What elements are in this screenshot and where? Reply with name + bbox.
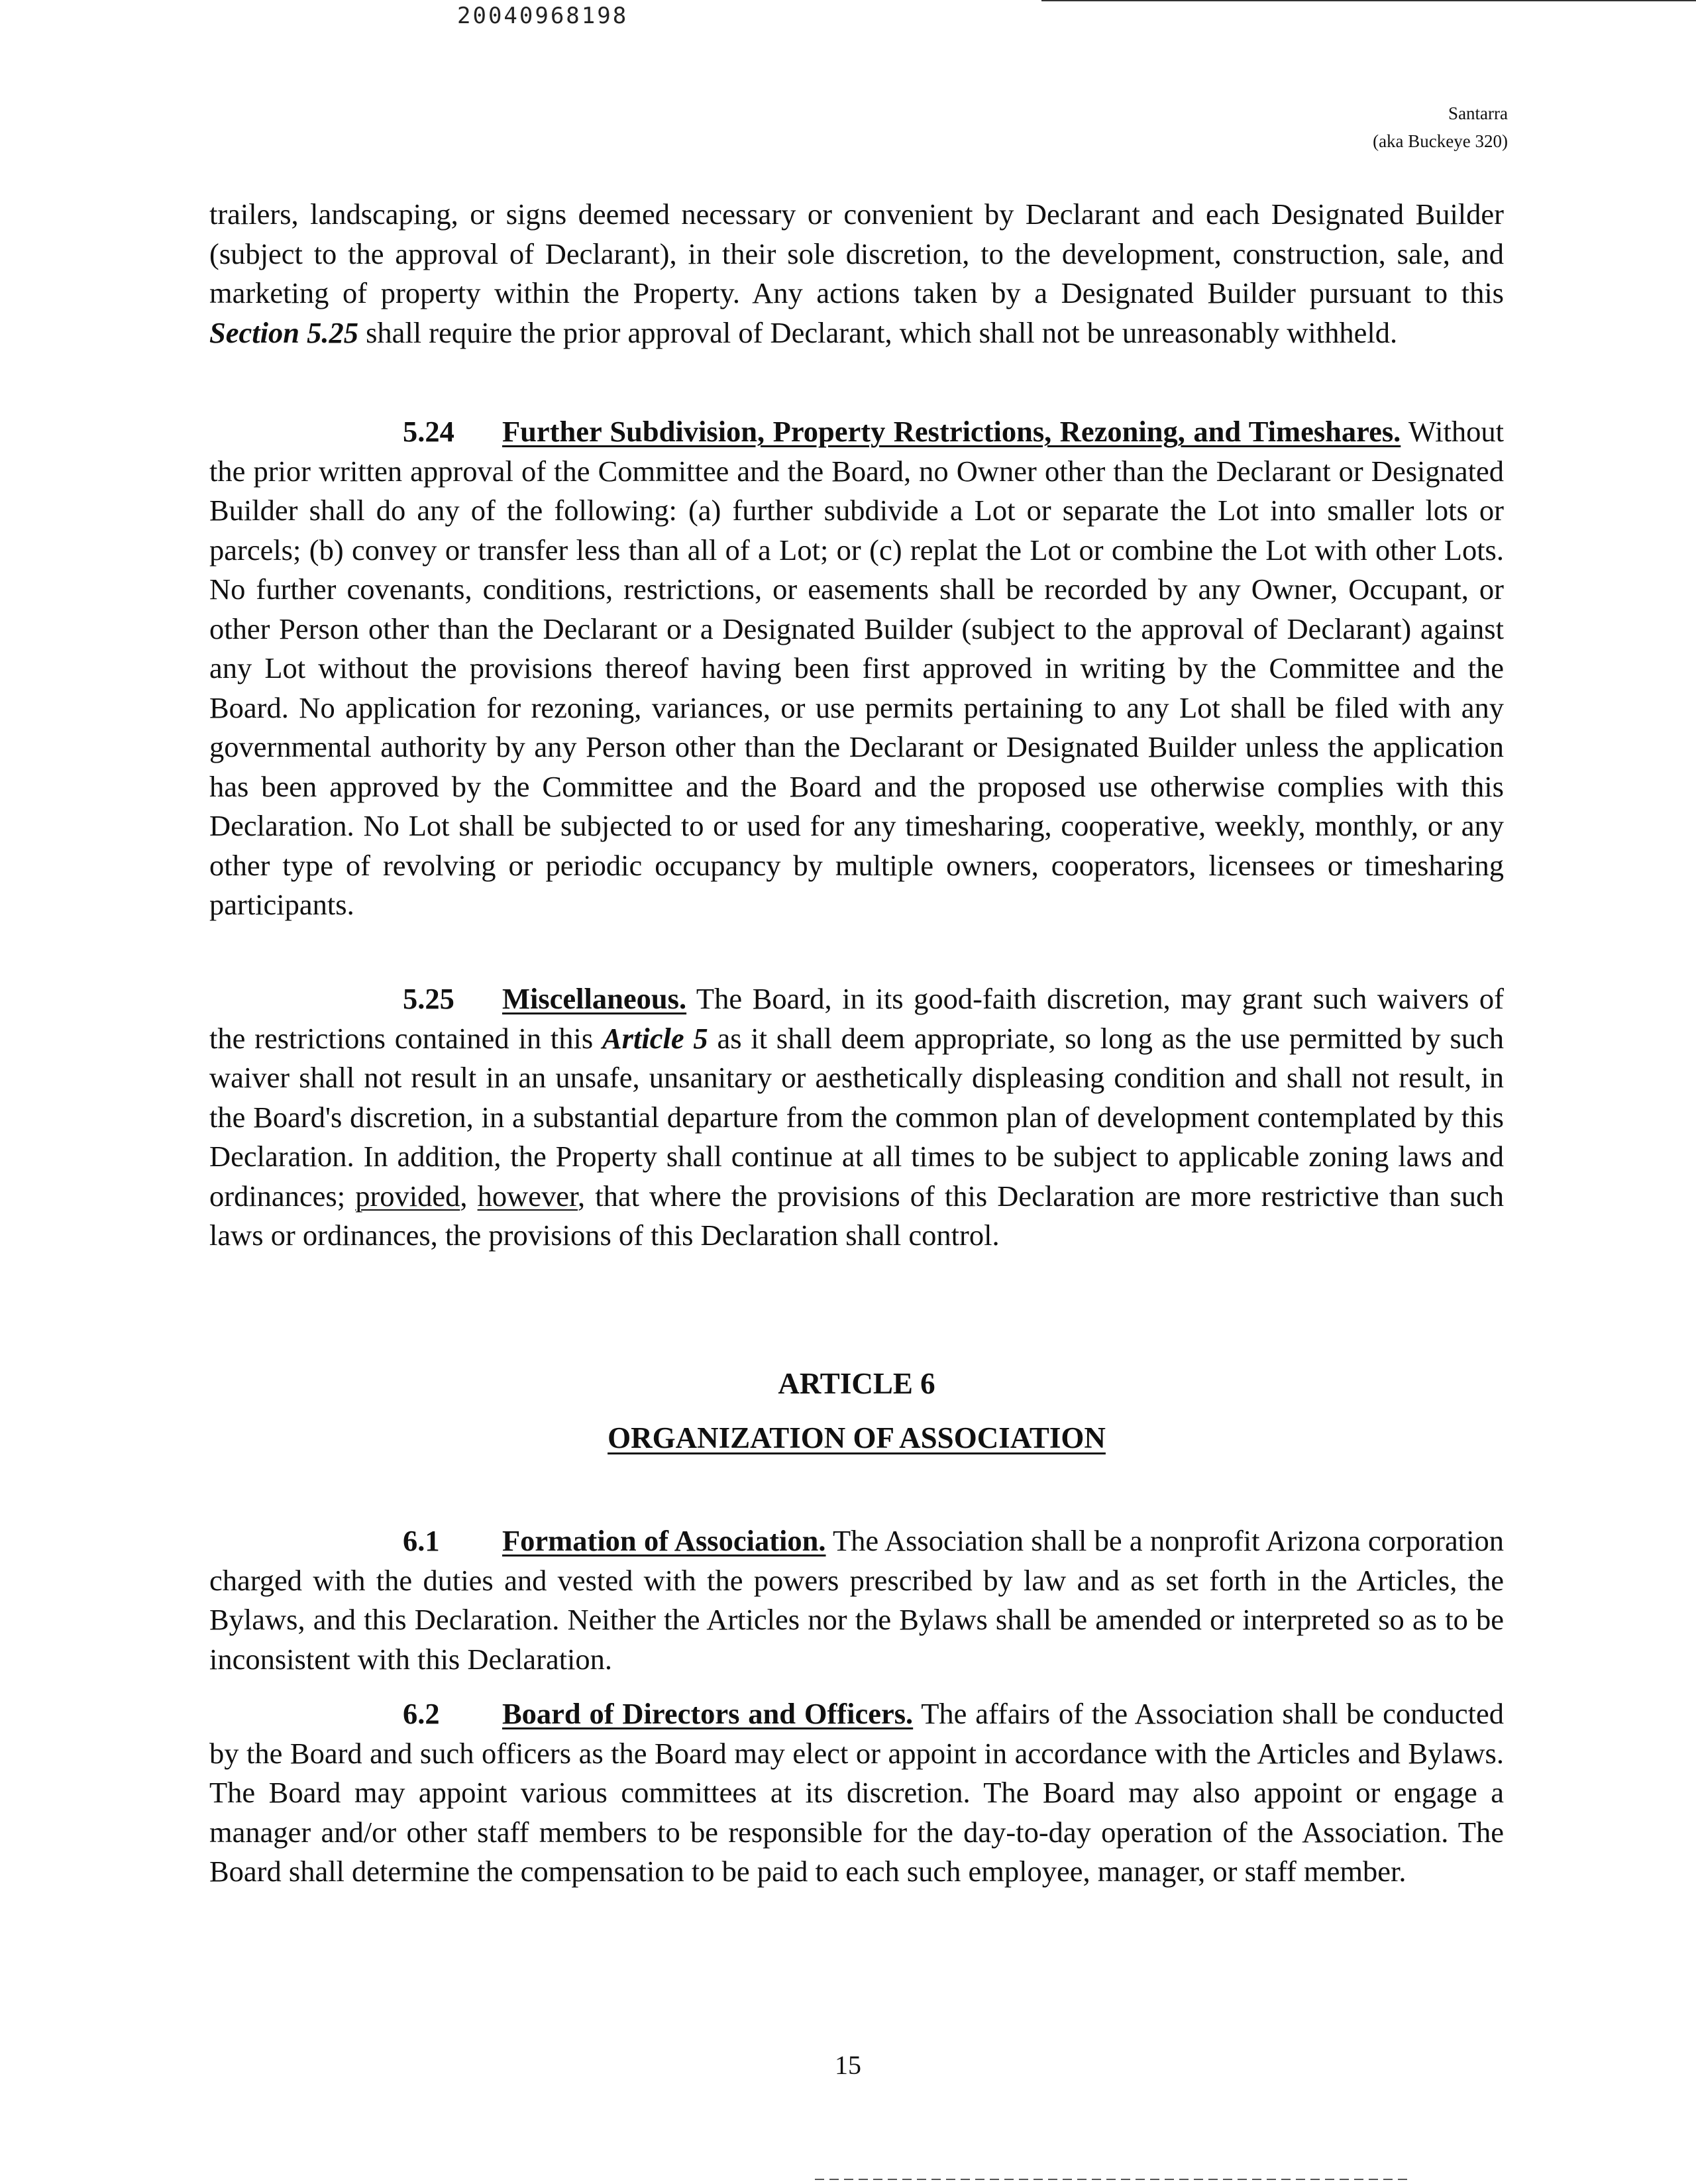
article-label: ARTICLE 6: [778, 1367, 935, 1400]
article-reference: Article 5: [602, 1021, 708, 1055]
section-6-1-number: 6.1: [403, 1524, 440, 1557]
article-title: ORGANIZATION OF ASSOCIATION: [608, 1421, 1106, 1454]
comma-separator: ,: [460, 1179, 478, 1213]
top-rule: [1041, 0, 1696, 1]
document-number: 20040968198: [457, 3, 629, 29]
provided-term: provided: [355, 1179, 460, 1213]
header-aka: (aka Buckeye 320): [1373, 131, 1508, 151]
section-5-24-number: 5.24: [403, 415, 454, 448]
running-header: [1373, 99, 1508, 155]
continuation-text-a: trailers, landscaping, or signs deemed necessary or convenient by Declarant and each Designated Builder (subject to the approval of Declarant), in their sole discretion, to the development, construction, sale, and marketing of property within the Property. Any actions taken by a Designated Builder pursuant to this: [209, 197, 1504, 309]
section-5-24-heading: Further Subdivision, Property Restrictions, Rezoning, and Timeshares.: [502, 415, 1401, 448]
section-5-25-number: 5.25: [403, 982, 454, 1015]
section-6-2-number: 6.2: [403, 1697, 440, 1730]
however-term: however: [477, 1179, 578, 1213]
section-5-25-text-b: as it shall deem appropriate, so long as the use permitted by such waiver shall not result in an unsafe, unsanitary or aesthetically displeasing condition and shall not result, in the Board's discretion, in a substantial departure from the common plan of development contemplated by this Declaration. In addition, the Property shall continue at all times to be subject to applicable zoning laws and ordinances;: [209, 1021, 1505, 1213]
page-number: 15: [835, 2050, 861, 2080]
section-6-1: [209, 1521, 1504, 1679]
section-6-1-body: The Association shall be a nonprofit Arizona corporation charged with the duties and vested with the powers prescribed by law and as set forth in the Articles, the Bylaws, and this Declaration. Neither the Articles nor the Bylaws shall be amended or interpreted so as to be inconsistent with this Declaration.: [209, 1524, 1505, 1676]
header-project: Santarra: [1448, 103, 1508, 123]
section-5-25: [209, 979, 1504, 1256]
section-5-25-text-a: The Board, in its good-faith discretion, may grant such waivers of the restrictions contained in this: [209, 982, 1504, 1055]
section-6-1-heading: Formation of Association.: [502, 1524, 826, 1557]
section-6-2: [209, 1694, 1504, 1892]
section-6-2-body: The affairs of the Association shall be conducted by the Board and such officers as the Board may elect or appoint in accordance with the Articles and Bylaws. The Board may appoint various committees at its discretion. The Board may also appoint or engage a manager and/or other staff members to be responsible for the day-to-day operation of the Association. The Board shall determine the compensation to be paid to each such employee, manager, or staff member.: [209, 1697, 1504, 1888]
bottom-scan-rule: [815, 2179, 1411, 2180]
section-5-24-body: Without the prior written approval of the Committee and the Board, no Owner other than the Declarant or Designated Builder shall do any of the following: (a) further subdivide a Lot or separate the Lot into smaller lots or parcels; (b) convey or transfer less than all of a Lot; or (c) replat the Lot or combine the Lot with other Lots. No further covenants, conditions, restrictions, or easements shall be recorded by any Owner, Occupant, or other Person other than the Declarant or a Designated Builder (subject to the approval of Declarant) against any Lot without the provisions thereof having been first approved in writing by the Committee and the Board. No application for rezoning, variances, or use permits pertaining to any Lot shall be filed with any governmental authority by any Person other than the Declarant or Designated Builder unless the application has been approved by the Committee and the Board and the proposed use otherwise complies with this Declaration. No Lot shall be subjected to or used for any timesharing, cooperative, weekly, monthly, or any other type of revolving or periodic occupancy by multiple owners, cooperators, licensees or timesharing participants.: [209, 415, 1504, 921]
continuation-text-b: shall require the prior approval of Declarant, which shall not be unreasonably withheld.: [358, 315, 1398, 349]
continuation-paragraph: [209, 195, 1504, 353]
section-reference: Section 5.25: [209, 315, 358, 349]
section-5-25-heading: Miscellaneous.: [502, 982, 687, 1015]
section-5-24: [209, 412, 1504, 925]
section-6-2-heading: Board of Directors and Officers.: [502, 1697, 914, 1730]
section-5-25-text-c: , that where the provisions of this Declaration are more restrictive than such laws or ordinances, the provisions of this Declaration shall control.: [209, 1179, 1505, 1252]
